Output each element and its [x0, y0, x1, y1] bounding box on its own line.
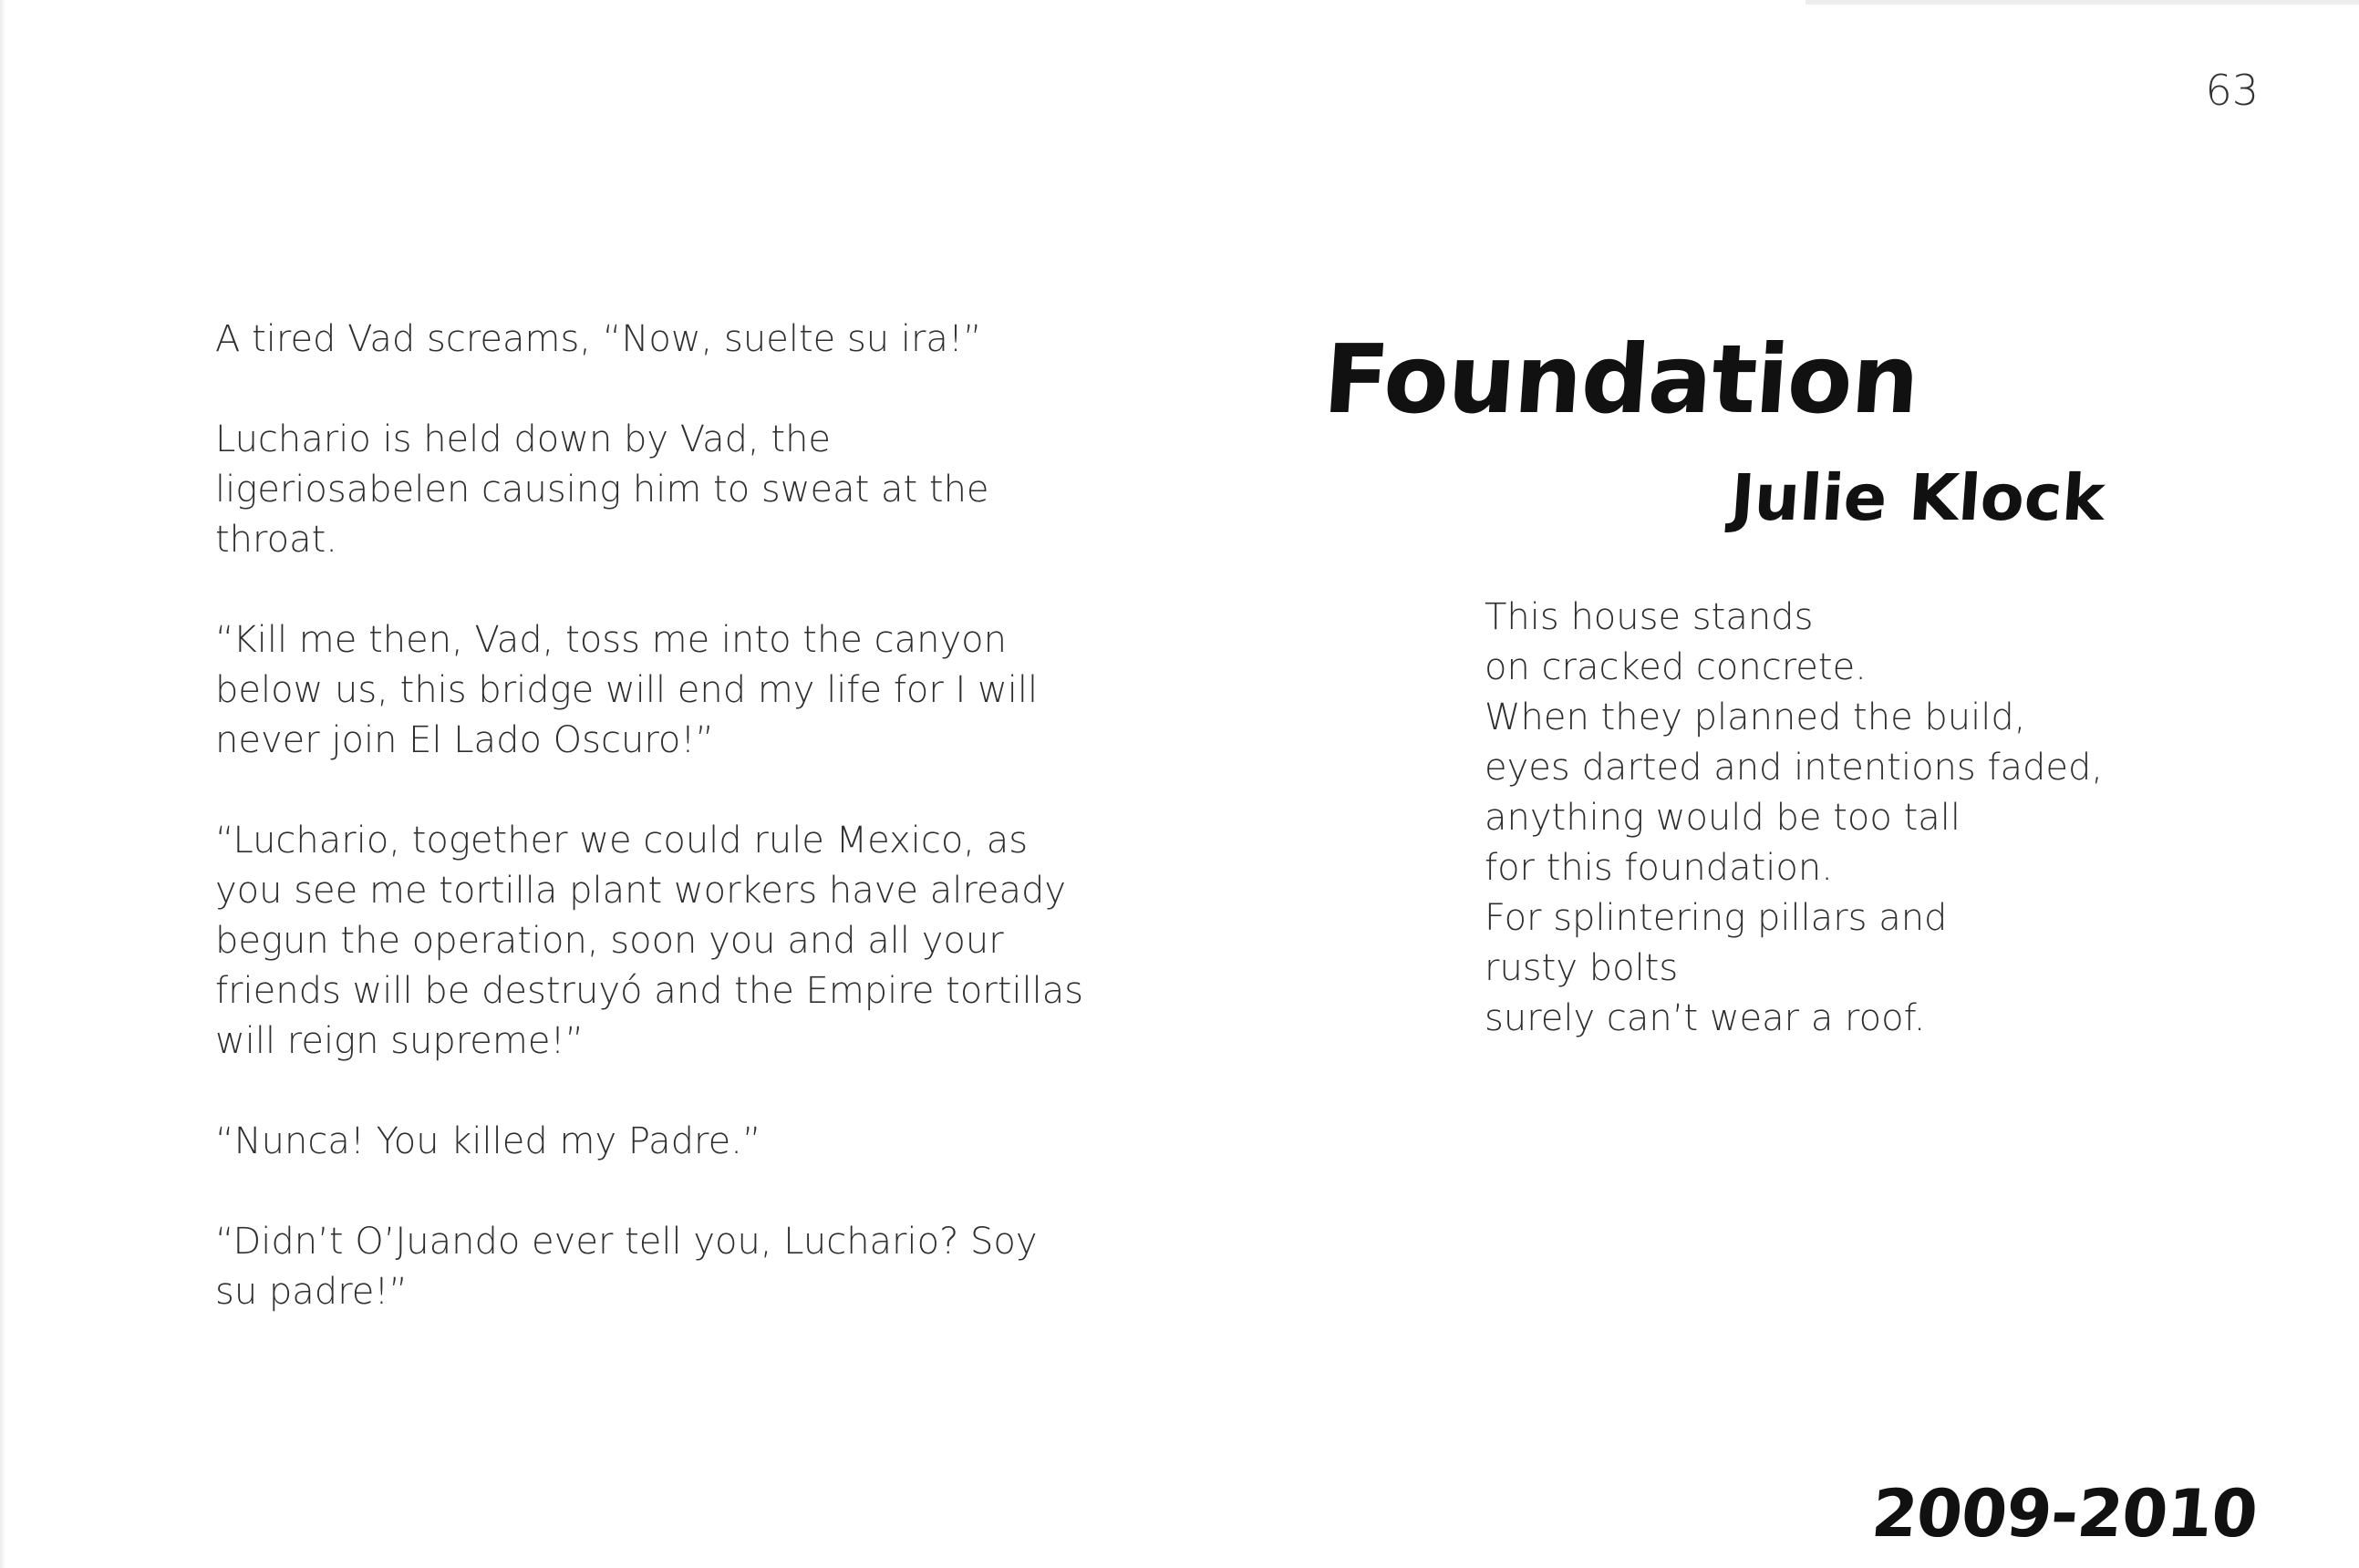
- poem-line: anything would be too tall: [1485, 797, 1961, 839]
- poem-line: for this foundation.: [1485, 847, 1833, 889]
- story-paragraph: “Didn’t O’Juando ever tell you, Luchario? Soy su padre!”: [215, 1221, 1038, 1313]
- poem-line: eyes darted and intentions faded,: [1485, 747, 2104, 789]
- poem-line: on cracked concrete.: [1485, 646, 1867, 688]
- poem-body: [1485, 593, 2232, 1044]
- page-left-edge-shadow: [0, 0, 5, 1568]
- year-footer: 2009-2010: [1868, 1475, 2261, 1552]
- story-paragraph: Luchario is held down by Vad, the ligeriosabelen causing him to sweat at the throat.: [215, 418, 989, 561]
- story-text: [215, 315, 1091, 1367]
- poem-line: surely can’t wear a roof.: [1485, 997, 1926, 1039]
- poem-line: When they planned the build,: [1485, 696, 2026, 738]
- page-number: 63: [2205, 66, 2259, 115]
- poem-author: Julie Klock: [1728, 460, 2107, 535]
- poem-line: For splintering pillars and: [1485, 897, 1948, 939]
- story-paragraph: “Kill me then, Vad, toss me into the canyon below us, this bridge will end my life for I will never join El Lado Oscuro!”: [215, 619, 1039, 761]
- story-paragraph: “Luchario, together we could rule Mexico, as you see me tortilla plant workers have already begun the operation, soon you and all your friends will be destruyó and the Empire tortillas will reign supreme!”: [215, 820, 1084, 1062]
- poem-title: Foundation: [1319, 324, 1923, 435]
- page-top-edge-shadow: [1805, 0, 2359, 5]
- poem-line: rusty bolts: [1485, 947, 1679, 989]
- story-paragraph: “Nunca! You killed my Padre.”: [215, 1120, 761, 1162]
- poem-line: This house stands: [1485, 596, 1814, 638]
- story-paragraph: A tired Vad screams, “Now, suelte su ira!”: [215, 318, 982, 360]
